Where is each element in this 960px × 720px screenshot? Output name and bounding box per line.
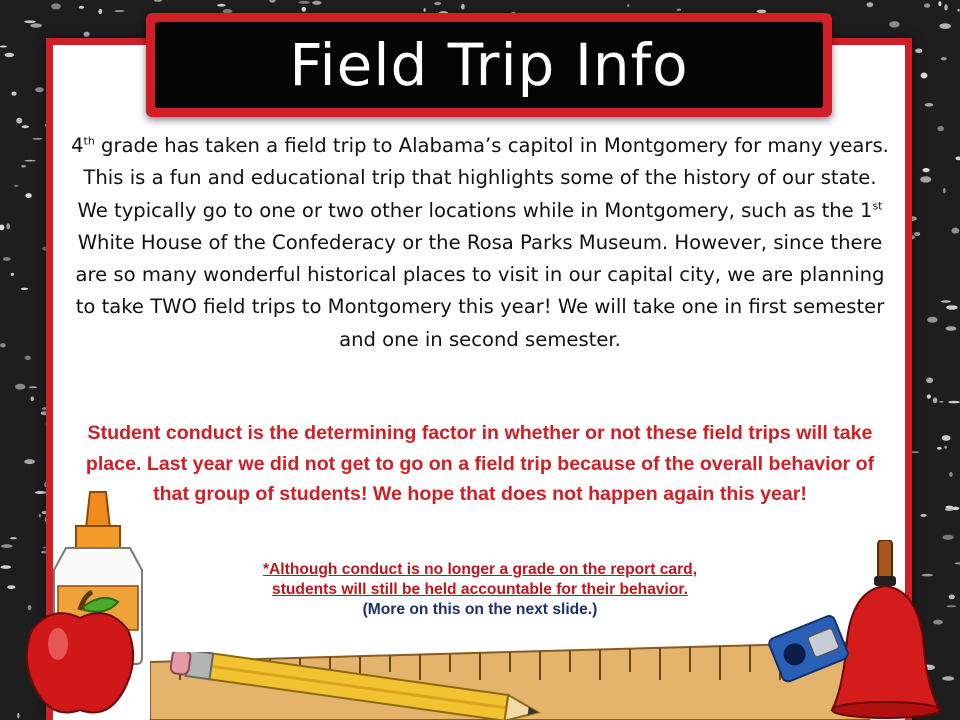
speckle xyxy=(7,585,15,589)
speckle xyxy=(889,21,899,27)
speckle xyxy=(15,384,25,390)
intro-paragraph: 4th grade has taken a field trip to Alabama’s capitol in Montgomery for many years. This is a fun and educational trip that highlights some of the history of our state. We typically go to one or two other locations while in Montgomery, such as the 1st White House of the Confederacy or the Rosa Parks Museum. However, since there are so many wonderful historical places to visit in our capital city, we are planning to take TWO field trips to Montgomery this year! We will take one in first semester and one in second semester. xyxy=(71,134,889,351)
page-title: Field Trip Info xyxy=(289,31,689,99)
speckle xyxy=(10,537,17,539)
speckle xyxy=(944,446,947,449)
speckle xyxy=(677,9,681,11)
speckle xyxy=(98,9,102,14)
speckle xyxy=(35,87,44,92)
speckle xyxy=(946,605,956,607)
speckle xyxy=(915,49,922,54)
speckle xyxy=(11,92,16,96)
speckle xyxy=(461,4,465,10)
speckle xyxy=(0,343,6,347)
speckle xyxy=(946,326,957,331)
speckle xyxy=(3,257,11,261)
speckle xyxy=(920,176,931,182)
speckle xyxy=(943,535,954,540)
speckle xyxy=(32,138,42,140)
speckle xyxy=(958,9,960,12)
speckle xyxy=(11,273,14,276)
speckle xyxy=(927,394,931,398)
conduct-note xyxy=(150,560,810,620)
speckle xyxy=(938,1,941,6)
apple-icon xyxy=(22,590,142,720)
speckle xyxy=(867,2,874,7)
speckle xyxy=(24,459,35,464)
speckle xyxy=(951,228,959,234)
speckle xyxy=(946,305,958,310)
speckle xyxy=(949,472,953,477)
speckle xyxy=(434,2,441,5)
speckle xyxy=(79,6,84,9)
speckle xyxy=(921,73,928,79)
speckle xyxy=(942,435,951,441)
speckle xyxy=(925,103,934,107)
speckle xyxy=(937,126,944,131)
speckle xyxy=(939,23,951,29)
speckle xyxy=(22,125,29,128)
pencil-icon xyxy=(168,652,548,720)
speckle xyxy=(25,356,31,360)
speckle xyxy=(937,447,941,450)
speckle xyxy=(941,57,947,60)
speckle xyxy=(31,397,34,402)
note-line-2: students will still be held accountable for their behavior. xyxy=(272,581,688,598)
speckle xyxy=(39,514,41,518)
conduct-warning: Student conduct is the determining factor in whether or not these field trips will take place. Last year we did not get to go on a field trip because of the overall behavior of that group of students! We hope that does not happen again this year! xyxy=(85,422,875,505)
speckle xyxy=(948,401,960,404)
speckle xyxy=(25,193,31,198)
speckle xyxy=(29,386,37,388)
speckle xyxy=(923,168,930,172)
note-line-1: *Although conduct is no longer a grade on the report card, xyxy=(262,561,698,578)
speckle xyxy=(1,544,12,548)
speckle xyxy=(924,3,930,7)
speckle xyxy=(946,506,954,509)
speckle xyxy=(17,713,19,719)
pencil-sharpener-icon xyxy=(760,608,856,692)
speckle xyxy=(942,676,954,680)
speckle xyxy=(84,32,90,37)
speckle xyxy=(424,8,426,12)
title-banner xyxy=(146,13,832,117)
speckle xyxy=(6,223,10,229)
speckle xyxy=(21,165,26,167)
speckle xyxy=(16,118,22,124)
speckle xyxy=(914,232,920,236)
speckle xyxy=(217,4,225,7)
speckle xyxy=(14,185,19,187)
speckle xyxy=(298,1,310,4)
speckle xyxy=(941,300,951,303)
speckle xyxy=(943,188,946,194)
speckle xyxy=(949,595,955,600)
note-line-3: (More on this on the next slide.) xyxy=(362,601,598,618)
speckle xyxy=(5,53,14,57)
speckle xyxy=(114,10,124,12)
speckle xyxy=(933,397,938,403)
speckle xyxy=(944,4,947,10)
speckle xyxy=(30,23,42,27)
speckle xyxy=(0,46,7,48)
speckle xyxy=(627,4,629,7)
speckle xyxy=(312,1,321,5)
speckle xyxy=(1,565,12,569)
speckle xyxy=(926,378,933,384)
speckle xyxy=(920,514,926,517)
speckle xyxy=(939,401,943,403)
speckle xyxy=(25,160,36,162)
speckle xyxy=(302,7,307,12)
speckle xyxy=(24,20,35,23)
speckle xyxy=(21,288,28,290)
speckle xyxy=(51,3,61,9)
speckle xyxy=(927,317,937,323)
